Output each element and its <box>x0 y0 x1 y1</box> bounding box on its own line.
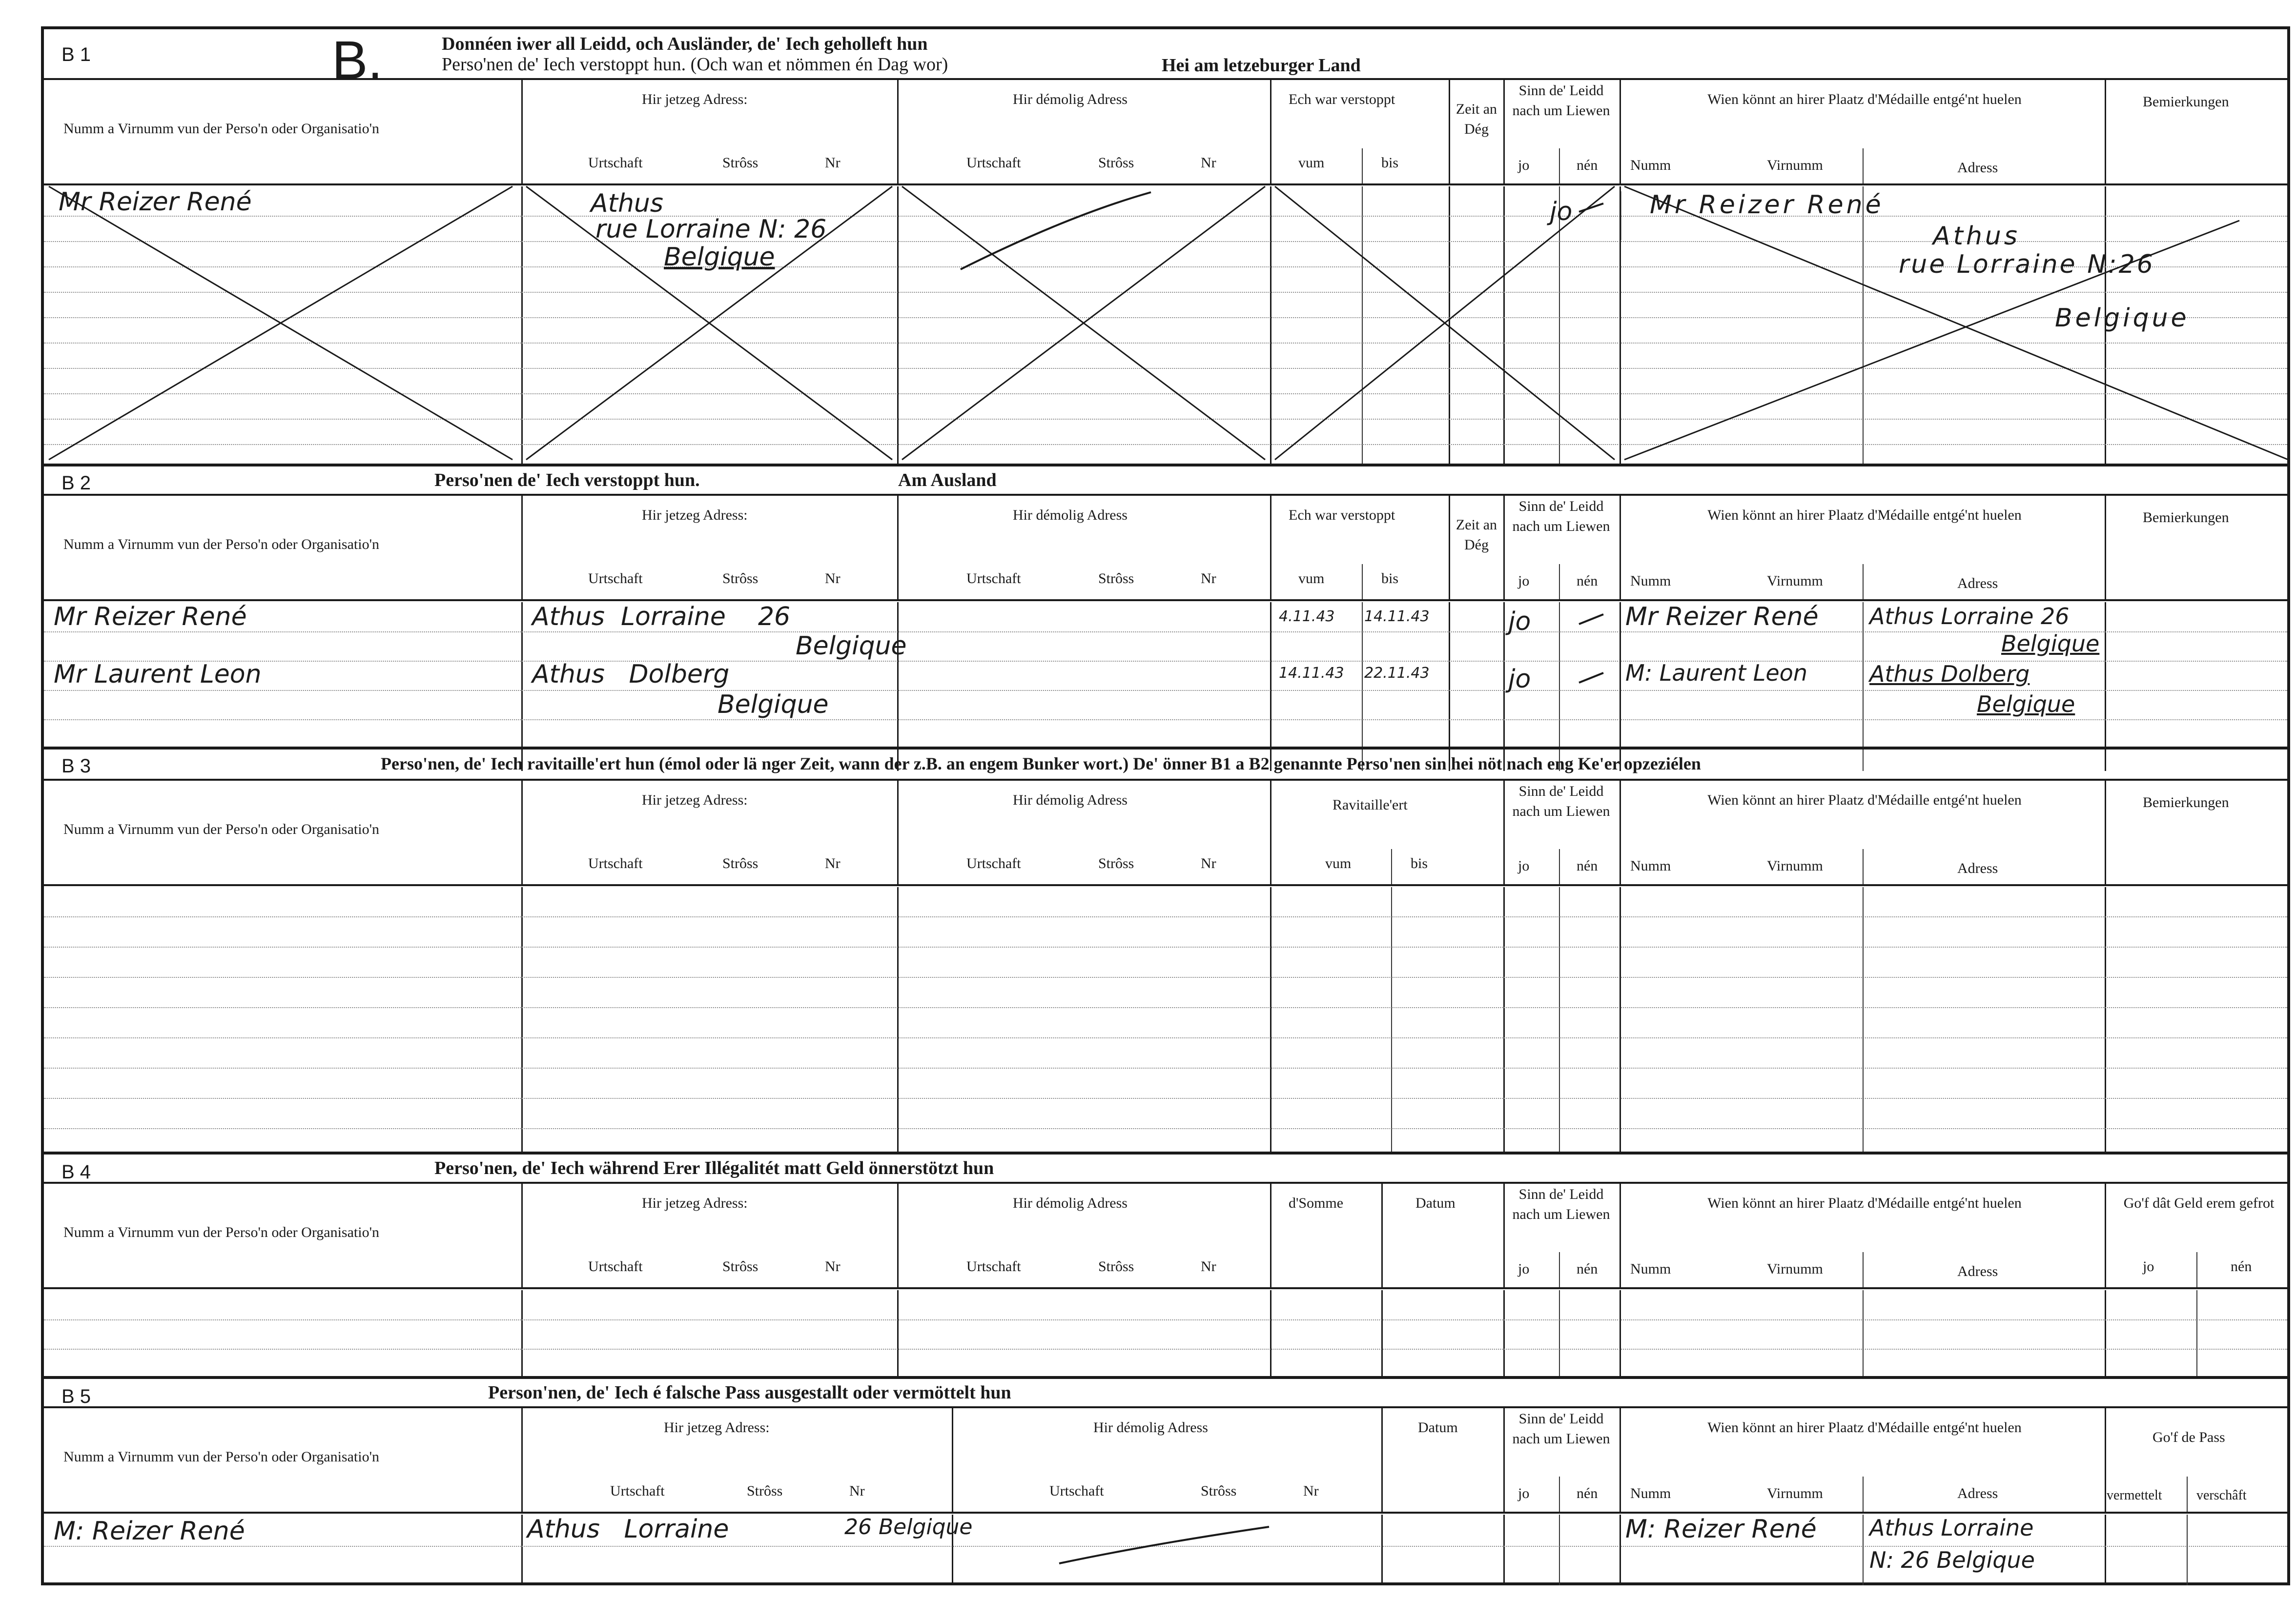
b3-hdr-former: Hir démolig Adress <box>1013 792 1128 808</box>
b2-row1-to: 14.11.43 <box>1364 608 1430 625</box>
b1-hdr-street2: Strôss <box>1098 155 1134 171</box>
b3-hdr-no: nén <box>1577 858 1598 874</box>
b5-hdr-town: Urtschaft <box>610 1483 665 1499</box>
b1-hdr-nr2: Nr <box>1201 155 1216 171</box>
b5-hdr-alive: Sinn de' Leidd nach um Liewen <box>1512 1411 1610 1447</box>
b2-hdr-hidden: Ech war verstoppt <box>1289 507 1395 523</box>
b1-name: Mr Reizer René <box>59 187 252 217</box>
b3-hdr-town: Urtschaft <box>588 855 643 871</box>
section-b2-title: Perso'nen de' Iech verstoppt hun. <box>434 470 700 490</box>
b4-hdr-money-yes: jo <box>2143 1258 2154 1275</box>
b2-hdr-to: bis <box>1381 570 1399 587</box>
b1-hdr-alive: Sinn de' Leidd nach um Liewen <box>1512 82 1610 119</box>
b1-period-cross <box>1270 186 1620 464</box>
b3-hdr-medal-address: Adress <box>1957 860 1998 876</box>
section-b5-title: Person'nen, de' Iech é falsche Pass ausgestallt oder vermöttelt hun <box>488 1382 1011 1403</box>
section-code-b3: B 3 <box>62 755 91 777</box>
section-b1-title-line2: Perso'nen de' Iech verstoppt hun. (Och wan et nömmen én Dag wor) <box>442 54 948 75</box>
b2-row1-name: Mr Reizer René <box>54 602 247 631</box>
b3-hdr-town2: Urtschaft <box>966 855 1021 871</box>
b2-hdr-medal-name: Numm <box>1630 573 1671 589</box>
b2-hdr-days: Zeit an Dég <box>1456 517 1497 553</box>
b4-hdr-medal: Wien könnt an hirer Plaatz d'Médaille entgé'nt huelen <box>1707 1195 2022 1211</box>
b5-hdr-pass: Go'f de Pass <box>2152 1429 2225 1445</box>
b1-hdr-town: Urtschaft <box>588 155 643 171</box>
b5-hdr-name: Numm a Virnumm vun der Perso'n oder Organisatio'n <box>63 1449 379 1465</box>
b4-hdr-town: Urtschaft <box>588 1258 643 1275</box>
b1-hdr-remarks: Bemierkungen <box>2143 94 2229 110</box>
b2-hdr-yes: jo <box>1518 573 1530 589</box>
b2-row2-no-dash <box>1577 670 1606 685</box>
b3-hdr-medal-name: Numm <box>1630 858 1671 874</box>
b3-hdr-to: bis <box>1411 855 1428 871</box>
b3-header <box>44 779 2287 886</box>
b1-hdr-no: nén <box>1577 157 1598 173</box>
section-code-b4: B 4 <box>62 1161 91 1183</box>
b1-medal-name: Mr Reizer René <box>1650 190 1884 220</box>
b4-hdr-nr: Nr <box>825 1258 840 1275</box>
b2-row1-alive: jo <box>1508 607 1531 636</box>
b2-hdr-town2: Urtschaft <box>966 570 1021 587</box>
b5-hdr-no: nén <box>1577 1485 1598 1501</box>
b1-hdr-current: Hir jetzeg Adress: <box>642 91 748 107</box>
b4-hdr-name: Numm a Virnumm vun der Perso'n oder Organisatio'n <box>63 1224 379 1240</box>
b1-hdr-from: vum <box>1298 155 1325 171</box>
b1-former-cross <box>897 186 1270 464</box>
b4-hdr-no: nén <box>1577 1261 1598 1277</box>
b2-row1-from: 4.11.43 <box>1279 608 1335 625</box>
b3-hdr-name: Numm a Virnumm vun der Perso'n oder Organisatio'n <box>63 821 379 837</box>
b2-row2-alive: jo <box>1508 665 1531 694</box>
b2-hdr-street2: Strôss <box>1098 570 1134 587</box>
b1-address-line3: Belgique <box>664 243 775 272</box>
b3-hdr-medal-first: Virnumm <box>1767 858 1823 874</box>
b4-hdr-town2: Urtschaft <box>966 1258 1021 1275</box>
b2-row1-medal-address2: Belgique <box>2001 630 2100 657</box>
b5-hdr-street: Strôss <box>747 1483 783 1499</box>
b2-row1-medal-address1: Athus Lorraine 26 <box>1869 603 2070 629</box>
b4-hdr-date: Datum <box>1415 1195 1456 1211</box>
b1-hdr-medal-name: Numm <box>1630 157 1671 173</box>
section-b4 <box>44 1152 2287 1376</box>
b2-row2-address2: Belgique <box>718 690 829 719</box>
section-code-b1: B 1 <box>62 44 91 65</box>
b2-row2-name: Mr Laurent Leon <box>54 660 262 689</box>
b2-row2-medal-address1: Athus Dolberg <box>1869 661 2030 687</box>
b1-hdr-medal-address: Adress <box>1957 160 1998 176</box>
section-b1-title-line1: Donnéen iwer all Leidd, och Ausländer, de' Iech geholleft hun <box>442 34 928 54</box>
b2-hdr-remarks: Bemierkungen <box>2143 509 2229 526</box>
b5-medal-name: M: Reizer René <box>1625 1515 1817 1544</box>
section-letter: B. <box>332 30 383 90</box>
b4-hdr-money-returned: Go'f dât Geld erem gefrot <box>2123 1195 2275 1211</box>
b1-medal-address1: Athus <box>1933 222 2020 251</box>
b1-hdr-yes: jo <box>1518 157 1530 173</box>
b5-hdr-made: verschâft <box>2196 1488 2247 1503</box>
b2-row1-medal-name: Mr Reizer René <box>1625 602 1819 631</box>
b5-hdr-nr: Nr <box>849 1483 865 1499</box>
b1-address-line1: Athus <box>591 189 663 218</box>
b4-hdr-street: Strôss <box>722 1258 758 1275</box>
b1-hdr-days: Zeit an Dég <box>1456 101 1497 137</box>
section-code-b2: B 2 <box>62 472 91 494</box>
b2-hdr-street: Strôss <box>722 570 758 587</box>
b5-hdr-date: Datum <box>1418 1419 1458 1436</box>
b2-hdr-from: vum <box>1298 570 1325 587</box>
b2-hdr-nr2: Nr <box>1201 570 1216 587</box>
b1-no-dash <box>1577 201 1606 216</box>
b1-hdr-medal-first: Virnumm <box>1767 157 1823 173</box>
b5-hdr-current: Hir jetzeg Adress: <box>664 1419 770 1436</box>
b2-hdr-name: Numm a Virnumm vun der Perso'n oder Organisatio'n <box>63 536 379 552</box>
b5-hdr-medal-first: Virnumm <box>1767 1485 1823 1501</box>
b3-hdr-street: Strôss <box>722 855 758 871</box>
b5-name: M: Reizer René <box>54 1517 245 1546</box>
b5-rows <box>44 1515 2287 1585</box>
b3-rows <box>44 887 2287 1152</box>
b4-hdr-medal-address: Adress <box>1957 1263 1998 1279</box>
b3-hdr-street2: Strôss <box>1098 855 1134 871</box>
b1-hdr-town2: Urtschaft <box>966 155 1021 171</box>
b3-hdr-from: vum <box>1325 855 1352 871</box>
b2-row2-to: 22.11.43 <box>1364 665 1430 682</box>
b5-number-country: 26 Belgique <box>844 1515 973 1539</box>
b4-hdr-yes: jo <box>1518 1261 1530 1277</box>
b5-hdr-passed-on: vermettelt <box>2107 1488 2162 1503</box>
b2-hdr-no: nén <box>1577 573 1598 589</box>
b5-hdr-medal-name: Numm <box>1630 1485 1671 1501</box>
section-b1 <box>44 29 2287 466</box>
b5-hdr-town2: Urtschaft <box>1049 1483 1104 1499</box>
b1-header <box>44 78 2287 185</box>
b4-hdr-medal-first: Virnumm <box>1767 1261 1823 1277</box>
b3-hdr-remarks: Bemierkungen <box>2143 794 2229 810</box>
b1-name-cross <box>44 186 521 464</box>
b5-header <box>44 1406 2287 1514</box>
b3-hdr-medal: Wien könnt an hirer Plaatz d'Médaille entgé'nt huelen <box>1707 792 2022 808</box>
b3-hdr-current: Hir jetzeg Adress: <box>642 792 748 808</box>
b2-header <box>44 494 2287 601</box>
b1-alive-yes: jo <box>1550 197 1573 226</box>
b2-hdr-former: Hir démolig Adress <box>1013 507 1128 523</box>
section-b5 <box>44 1376 2287 1585</box>
b5-medal-address2: N: 26 Belgique <box>1869 1547 2035 1573</box>
b2-row2-medal-name: M: Laurent Leon <box>1625 660 1808 686</box>
b4-hdr-alive: Sinn de' Leidd nach um Liewen <box>1512 1186 1610 1222</box>
b3-hdr-yes: jo <box>1518 858 1530 874</box>
b5-hdr-nr2: Nr <box>1303 1483 1319 1499</box>
section-b1-title-place: Hei am letzeburger Land <box>1162 55 1361 76</box>
b4-header <box>44 1182 2287 1289</box>
b1-medal-address3: Belgique <box>2055 304 2190 333</box>
b3-hdr-supplied: Ravitaille'ert <box>1332 797 1408 813</box>
b1-rows <box>44 186 2287 464</box>
b3-hdr-nr2: Nr <box>1201 855 1216 871</box>
b4-hdr-sum: d'Somme <box>1289 1195 1344 1211</box>
b5-hdr-former: Hir démolig Adress <box>1093 1419 1208 1436</box>
b5-hdr-medal-address: Adress <box>1957 1485 1998 1501</box>
b5-hdr-yes: jo <box>1518 1485 1530 1501</box>
b2-hdr-nr: Nr <box>825 570 840 587</box>
b5-hdr-medal: Wien könnt an hirer Plaatz d'Médaille entgé'nt huelen <box>1707 1419 2022 1436</box>
b2-row1-address2: Belgique <box>796 631 907 661</box>
section-code-b5: B 5 <box>62 1386 91 1407</box>
b2-hdr-current: Hir jetzeg Adress: <box>642 507 748 523</box>
section-b2-title-place: Am Ausland <box>898 470 997 490</box>
b2-hdr-medal: Wien könnt an hirer Plaatz d'Médaille entgé'nt huelen <box>1707 507 2022 523</box>
section-b4-title: Perso'nen, de' Iech während Erer Illégalitét matt Geld önnerstötzt hun <box>434 1158 994 1178</box>
b3-hdr-nr: Nr <box>825 855 840 871</box>
b2-row2-from: 14.11.43 <box>1279 665 1344 682</box>
b2-row2-address1: Athus Dolberg <box>532 660 730 689</box>
b4-hdr-nr2: Nr <box>1201 1258 1216 1275</box>
b4-hdr-street2: Strôss <box>1098 1258 1134 1275</box>
b4-hdr-former: Hir démolig Adress <box>1013 1195 1128 1211</box>
section-b3 <box>44 747 2287 1152</box>
b1-hdr-hidden: Ech war verstoppt <box>1289 91 1395 107</box>
b1-hdr-medal: Wien könnt an hirer Plaatz d'Médaille entgé'nt huelen <box>1707 91 2022 107</box>
b1-hdr-to: bis <box>1381 155 1399 171</box>
section-b3-title: Perso'nen, de' Iech ravitaille'ert hun (émol oder lä nger Zeit, wann der z.B. an engem Bunker wort.) De' önner B1 a B2 genannte Perso'nen sin hei nöt nach eng Ke'er opzeziélen <box>381 754 1701 773</box>
b2-row2-medal-address2: Belgique <box>1977 691 2075 717</box>
b1-hdr-name: Numm a Virnumm vun der Perso'n oder Organisatio'n <box>63 121 379 137</box>
b1-medal-address2: rue Lorraine N:26 <box>1899 250 2155 279</box>
b5-medal-address1: Athus Lorraine <box>1869 1515 2034 1541</box>
b2-rows <box>44 602 2287 771</box>
form-sheet <box>41 26 2290 1585</box>
b2-hdr-alive: Sinn de' Leidd nach um Liewen <box>1512 498 1610 534</box>
b4-rows <box>44 1290 2287 1376</box>
b2-row1-no-dash <box>1577 612 1606 627</box>
b3-hdr-alive: Sinn de' Leidd nach um Liewen <box>1512 783 1610 819</box>
section-b2 <box>44 464 2287 771</box>
b4-hdr-current: Hir jetzeg Adress: <box>642 1195 748 1211</box>
b1-hdr-former: Hir démolig Adress <box>1013 91 1128 107</box>
b5-former-dash <box>1054 1524 1279 1568</box>
b1-address-line2: rue Lorraine N: 26 <box>595 215 827 244</box>
b2-hdr-medal-address: Adress <box>1957 575 1998 591</box>
b5-hdr-street2: Strôss <box>1201 1483 1237 1499</box>
b1-hdr-nr: Nr <box>825 155 840 171</box>
b4-hdr-medal-name: Numm <box>1630 1261 1671 1277</box>
b1-hdr-street: Strôss <box>722 155 758 171</box>
b2-row1-address1: Athus Lorraine 26 <box>532 602 791 631</box>
b4-hdr-money-no: nén <box>2231 1258 2252 1275</box>
b5-address: Athus Lorraine <box>527 1515 729 1544</box>
b2-hdr-town: Urtschaft <box>588 570 643 587</box>
b2-hdr-medal-first: Virnumm <box>1767 573 1823 589</box>
